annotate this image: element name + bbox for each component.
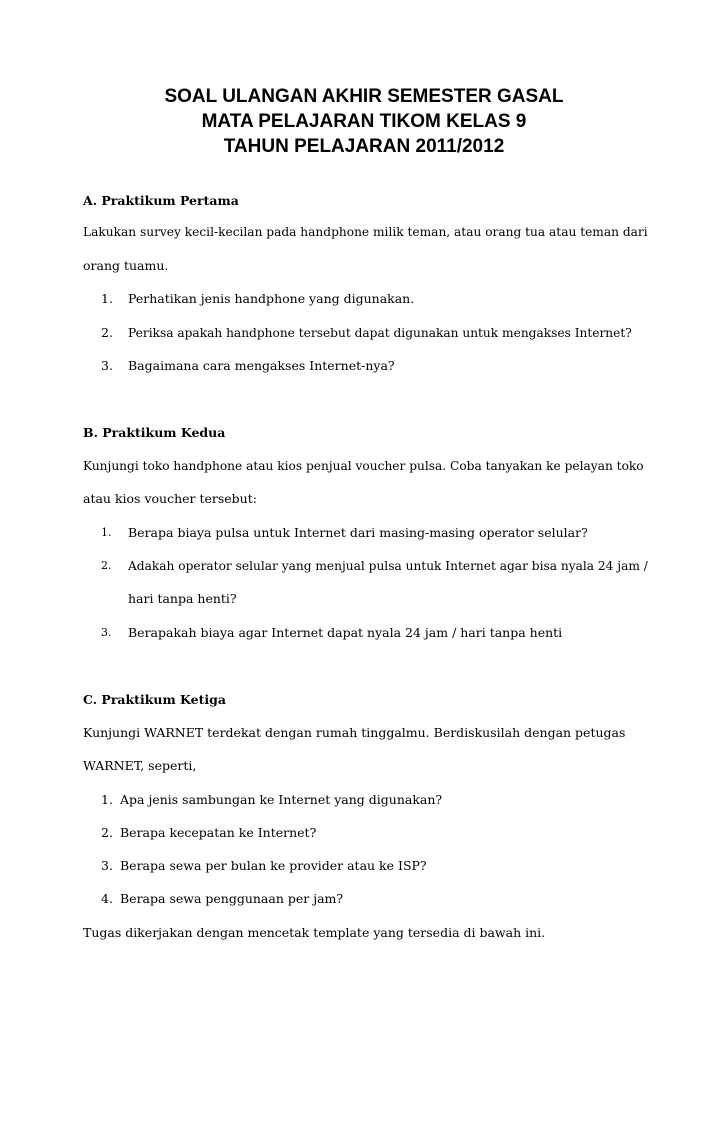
section-c-item-4: Berapa sewa penggunaan per jam? xyxy=(120,891,344,906)
section-b-heading: B. Praktikum Kedua xyxy=(83,425,226,440)
section-b-item-2-number: 2. xyxy=(101,559,112,572)
section-c-item-1-number: 1. xyxy=(101,792,113,807)
section-b-intro-line-2: atau kios voucher tersebut: xyxy=(83,491,257,506)
section-c-item-3-number: 3. xyxy=(101,858,113,873)
section-c-item-2: Berapa kecepatan ke Internet? xyxy=(120,825,317,840)
section-c-intro-line-2: WARNET, seperti, xyxy=(83,758,197,773)
section-b-item-1: Berapa biaya pulsa untuk Internet dari masing-masing operator selular? xyxy=(128,525,588,540)
section-b-item-2-continuation: hari tanpa henti? xyxy=(128,591,237,606)
section-b-item-3-number: 3. xyxy=(101,626,112,639)
title-line-2: MATA PELAJARAN TIKOM KELAS 9 xyxy=(201,111,527,132)
section-c-item-4-number: 4. xyxy=(101,891,113,906)
title-line-3: TAHUN PELAJARAN 2011/2012 xyxy=(223,136,505,157)
document-title xyxy=(0,84,728,159)
section-c-item-1: Apa jenis sambungan ke Internet yang digunakan? xyxy=(120,792,443,807)
section-c-item-3: Berapa sewa per bulan ke provider atau ke ISP? xyxy=(120,858,427,873)
section-b-item-3: Berapakah biaya agar Internet dapat nyala 24 jam / hari tanpa henti xyxy=(128,625,563,640)
section-c-heading: C. Praktikum Ketiga xyxy=(83,692,226,707)
section-c-item-2-number: 2. xyxy=(101,825,113,840)
section-a-item-1-number: 1. xyxy=(101,291,113,306)
section-b-intro-line-1: Kunjungi toko handphone atau kios penjual voucher pulsa. Coba tanyakan ke pelayan toko xyxy=(83,459,644,473)
section-b-item-1-number: 1. xyxy=(101,526,112,539)
section-a-heading: A. Praktikum Pertama xyxy=(83,193,239,208)
assignment-note: Tugas dikerjakan dengan mencetak template yang tersedia di bawah ini. xyxy=(83,925,546,940)
section-b-item-2: Adakah operator selular yang menjual pulsa untuk Internet agar bisa nyala 24 jam / xyxy=(128,559,648,573)
section-a-item-3: Bagaimana cara mengakses Internet-nya? xyxy=(128,358,395,373)
section-a-item-2: Periksa apakah handphone tersebut dapat digunakan untuk mengakses Internet? xyxy=(128,326,632,340)
section-a-intro-line-2: orang tuamu. xyxy=(83,258,169,273)
section-c-intro-line-1: Kunjungi WARNET terdekat dengan rumah tinggalmu. Berdiskusilah dengan petugas xyxy=(83,725,626,740)
section-a-item-1: Perhatikan jenis handphone yang digunakan. xyxy=(128,291,415,306)
title-line-1: SOAL ULANGAN AKHIR SEMESTER GASAL xyxy=(164,86,564,107)
section-a-item-2-number: 2. xyxy=(101,325,113,340)
section-a-intro-line-1: Lakukan survey kecil-kecilan pada handphone milik teman, atau orang tua atau teman dari xyxy=(83,225,648,239)
section-a-item-3-number: 3. xyxy=(101,358,113,373)
